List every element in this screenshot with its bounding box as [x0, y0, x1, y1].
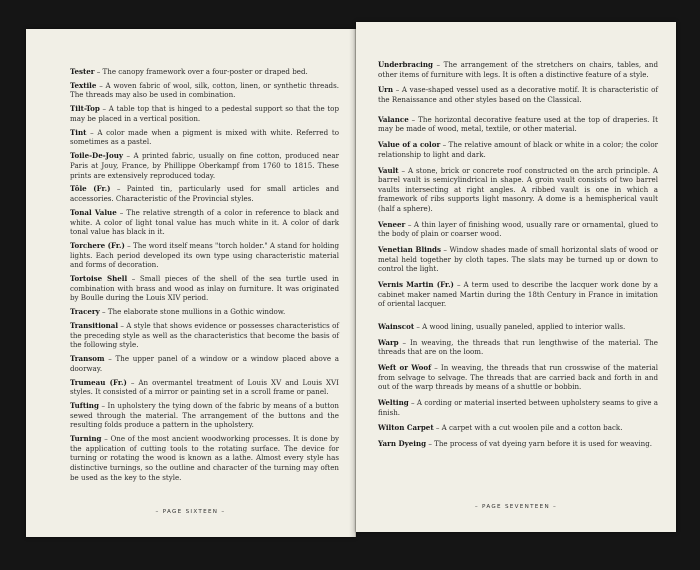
entry-term: Wainscot: [378, 321, 415, 331]
glossary-entry: [70, 208, 339, 237]
entry-definition: – In upholstery the tying down of the fabric by means of a button sewed through the material. The arrangement of the buttons and the resulting folds produce a pattern in the upholstery.: [70, 401, 339, 430]
entry-term: Yarn Dyeing: [378, 439, 427, 449]
entry-term: Urn: [378, 85, 394, 95]
entry-definition: – The arrangement of the stretchers on chairs, tables, and other items of furniture with legs. It is often a distinctive feature of a style.: [378, 60, 658, 79]
entry-definition: – A woven fabric of wool, silk, cotton, linen, or synthetic threads. The threads may also be used in combination.: [70, 80, 339, 100]
page-sixteen: [26, 29, 356, 537]
glossary-entry: [378, 166, 658, 214]
entry-term: Welting: [378, 398, 409, 408]
glossary-entry: [70, 67, 339, 77]
glossary-entry: [70, 378, 339, 397]
entry-definition: – A vase-shaped vessel used as a decorative motif. It is characteristic of the Renaissance and other styles based on the Classical.: [378, 85, 658, 104]
glossary-entry: [378, 60, 658, 79]
entry-term: Trumeau (Fr.): [70, 377, 127, 387]
entry-term: Wilton Carpet: [378, 423, 434, 433]
entry-definition: – The upper panel of a window or a window placed above a doorway.: [70, 354, 339, 373]
glossary-entry: [70, 151, 339, 180]
entry-definition: – The relative strength of a color in reference to black and white. A color of light tonal value has much white in it. A color of dark tonal value has black in it.: [70, 207, 339, 237]
entry-term: Tonal Value: [70, 207, 117, 217]
page-seventeen: [356, 22, 676, 532]
glossary-entry: [378, 85, 658, 104]
entry-definition: – An overmantel treatment of Louis XV and Louis XVI styles. It consisted of a mirror or painting set in a scroll frame or panel.: [70, 377, 339, 397]
entry-term: Textile: [70, 80, 97, 90]
entry-term: Tortoise Shell: [70, 274, 128, 284]
entry-term: Veneer: [378, 219, 406, 229]
glossary-entry: [70, 128, 339, 147]
entry-term: Value of a color: [378, 140, 441, 150]
entry-definition: – In weaving, the threads that run crosswise of the material from selvage to selvage. The threads that are carried back and forth in and out of the warp threads by means of a shuttle or bobbin.: [378, 363, 658, 392]
glossary-entry: [378, 322, 658, 332]
glossary-entry: [378, 398, 658, 417]
glossary-entry: [378, 439, 658, 449]
entry-term: Tint: [70, 127, 87, 137]
entry-term: Venetian Blinds: [378, 245, 441, 255]
entry-term: Transitional: [70, 321, 119, 331]
entry-term: Underbracing: [378, 60, 433, 69]
entry-term: Tester: [70, 67, 95, 76]
entry-term: Warp: [378, 337, 399, 347]
glossary-entry: [70, 434, 339, 482]
entry-definition: – Painted tin, particularly used for small articles and accessories. Characteristic of the Provincial styles.: [70, 184, 339, 204]
entry-definition: – Window shades made of small horizontal slats of wood or metal held together by cloth tapes. The slats may be turned up or down to control the light.: [378, 245, 658, 274]
entry-definition: – Small pieces of the shell of the sea turtle used in combination with brass and wood as inlay on furniture. It was originated by Boulle during the Louis XIV period.: [70, 274, 339, 303]
entry-term: Transom: [70, 354, 105, 364]
page-number: – PAGE SIXTEEN –: [155, 509, 226, 515]
entry-term: Weft or Woof: [378, 363, 432, 373]
glossary-entry: [378, 280, 658, 309]
entry-definition: – A wood lining, usually paneled, applied to interior walls.: [414, 321, 626, 331]
page-number: – PAGE SEVENTEEN –: [474, 504, 558, 510]
entry-definition: – A stone, brick or concrete roof constructed on the arch principle. A barrel vault is semicylindrical in shape. A groin vault consists of two barrel vaults intersecting at right angles. A ribbed vault is one in which a framework of ribs supports light masonry. A dome is a hemispherical vault (half a sphere).: [378, 165, 658, 213]
glossary-entry: [378, 338, 658, 357]
entry-definition: – A color made when a pigment is mixed with white. Referred to sometimes as a pastel.: [70, 127, 339, 147]
entry-term: Tracery: [70, 307, 100, 317]
glossary-entry: [70, 241, 339, 270]
glossary-entry: [378, 363, 658, 392]
entry-term: Vault: [378, 165, 399, 175]
entry-definition: – In weaving, the threads that run lengthwise of the material. The threads that are on the loom.: [378, 337, 658, 357]
entry-definition: – A thin layer of finishing wood, usually rare or ornamental, glued to the body of plain or coarser wood.: [378, 219, 658, 239]
glossary-entry: [70, 401, 339, 430]
glossary-entry: [378, 220, 658, 239]
entry-definition: – A cording or material inserted between upholstery seams to give a finish.: [378, 398, 658, 417]
entry-definition: – The elaborate stone mullions in a Gothic window.: [99, 307, 286, 317]
entry-definition: – A carpet with a cut woolen pile and a cotton back.: [433, 423, 623, 433]
glossary-entry: [378, 423, 658, 433]
glossary-entry: [70, 321, 339, 350]
entry-term: Turning: [70, 434, 102, 444]
glossary-entry: [70, 81, 339, 100]
entry-term: Vernis Martin (Fr.): [378, 280, 454, 289]
glossary-entry: [378, 115, 658, 134]
glossary-entry: [70, 307, 339, 317]
glossary-entry: [70, 104, 339, 123]
glossary-entry: [378, 245, 658, 274]
entry-definition: – The word itself means "torch holder." A stand for holding lights. Each period developed its own type using characteristic material and forms of decoration.: [70, 240, 340, 270]
entry-definition: – The horizontal decorative feature used at the top of draperies. It may be made of wood, metal, textile, or other material.: [378, 114, 658, 134]
glossary-entry: [378, 140, 658, 159]
entry-definition: – One of the most ancient woodworking processes. It is done by the application of cutting tools to the rotating surface. The device for turning or rotating the wood is known as a lathe. Almost every style has distinctive turnings, so the outline and character of the turning may often be used as the key to the style.: [70, 434, 339, 482]
entry-definition: – The process of vat dyeing yarn before it is used for weaving.: [426, 439, 653, 449]
entry-term: Tufting: [70, 401, 99, 411]
spacer: [378, 315, 658, 322]
glossary-entry: [70, 184, 339, 203]
glossary-entry: [70, 354, 339, 373]
entry-definition: – The canopy framework over a four-poster or draped bed.: [94, 67, 308, 76]
entry-definition: – A style that shows evidence or possesses characteristics of the preceding style as well as the characteristics that become the basis of the following style.: [70, 321, 339, 350]
entry-term: Tôle (Fr.): [70, 184, 111, 194]
entry-term: Valance: [378, 114, 409, 124]
entry-definition: – A table top that is hinged to a pedestal support so that the top may be placed in a vertical position.: [70, 104, 339, 123]
entry-term: Tilt-Top: [70, 104, 100, 114]
entry-term: Torchere (Fr.): [70, 240, 125, 250]
glossary-entry: [70, 274, 339, 303]
entry-definition: – A printed fabric, usually on fine cotton, produced near Paris at Jouy, France, by Phillippe Oberkampf from 1760 to 1815. These prints are extensively reproduced today.: [70, 151, 339, 180]
entry-definition: – A term used to describe the lacquer work done by a cabinet maker named Martin during the 18th Century in France in imitation of oriental lacquer.: [378, 280, 658, 309]
entry-definition: – The relative amount of black or white in a color; the color relationship to light and dark.: [378, 140, 658, 159]
entry-term: Toile-De-Jouy: [70, 151, 124, 161]
